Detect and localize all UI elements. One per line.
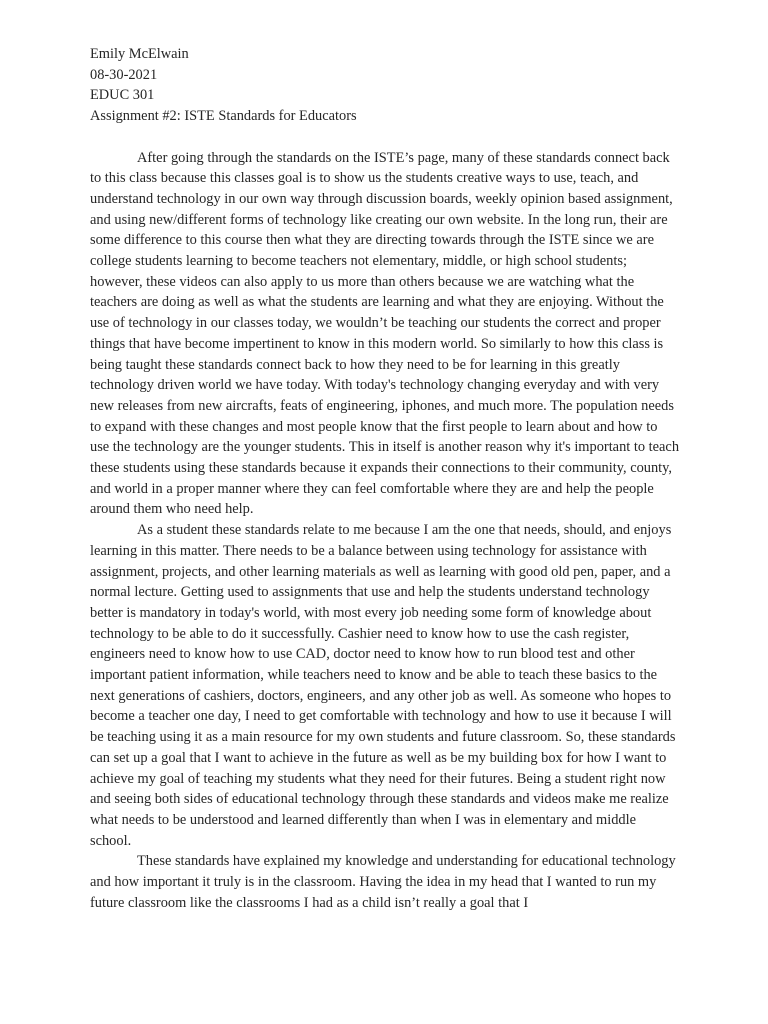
body-paragraph-2: As a student these standards relate to me because I am the one that needs, should, and enjoys learning in this matter. There needs to be a balance between using technology for assistance with assignment, projects, and other learning materials as well as learning with good old pen, paper, and a normal lecture. Getting used to assignments that use and help the students understand technology better is mandatory in today's world, with most every job needing some form of knowledge about technology to be able to do it successfully. Cashier need to know how to use the cash register, engineers need to know how to use CAD, doctor need to know how to run blood test and other important patient information, while teachers need to know and be able to teach these basics to the next generations of cashiers, doctors, engineers, and any other job as well. As someone who hopes to become a teacher one day, I need to get comfortable with technology and how to use it because I will be teaching using it as a main resource for my own students and future classroom. So, these standards can set up a goal that I want to achieve in the future as well as be my building box for how I want to achieve my goal of teaching my students what they need for their futures. Being a student right now and seeing both sides of educational technology through these standards and videos make me realize what needs to be understood and learned differently than when I was in elementary and middle school. bbox=[90, 522, 676, 849]
document-content bbox=[90, 44, 680, 914]
assignment-date: 08-30-2021 bbox=[90, 66, 158, 83]
body-paragraph-1: After going through the standards on the ISTE’s page, many of these standards connect back to this class because this classes goal is to show us the students creative ways to use, teach, and understand technology in our own way through discussion boards, weekly opinion based assignment, and using new/different forms of technology like creating our own website. In the long run, their are some difference to this course then what they are directing towards through the ISTE since we are college students learning to become teachers not elementary, middle, or high school students; however, these videos can also apply to us more than others because we are watching what the teachers are doing as well as what the students are learning and what they are enjoying. Without the use of technology in our classes today, we wouldn’t be teaching our students the correct and proper things that have become impertinent to know in this modern world. So similarly to how this class is being taught these standards connect back to how they need to be for learning in this greatly technology driven world we have today. With today's technology changing everyday and with very new releases from new aircrafts, feats of engineering, iphones, and much more. The population needs to expand with these changes and most people know that the first people to learn about and how to use the technology are the younger students. This in itself is another reason why it's important to teach these students using these standards because it expands their connections to their community, county, and world in a proper manner where they can feel comfortable where they are and help the people around them who need help. bbox=[90, 149, 680, 518]
course-code: EDUC 301 bbox=[90, 87, 155, 104]
body-paragraph-3: These standards have explained my knowledge and understanding for educational technology and how important it truly is in the classroom. Having the idea in my head that I wanted to run my future classroom like the classrooms I had as a child isn’t really a goal that I bbox=[90, 853, 676, 911]
assignment-title: Assignment #2: ISTE Standards for Educators bbox=[90, 108, 357, 125]
author-name: Emily McElwain bbox=[90, 46, 189, 62]
